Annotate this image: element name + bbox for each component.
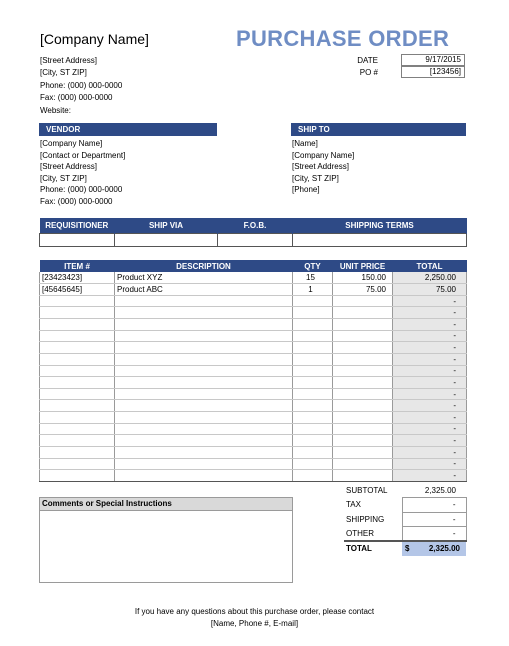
fob-field[interactable] xyxy=(218,233,293,246)
description-cell[interactable] xyxy=(115,400,293,412)
qty-cell[interactable] xyxy=(293,470,333,482)
table-row xyxy=(40,423,467,435)
description-cell[interactable]: Product XYZ xyxy=(115,272,293,284)
description-cell[interactable] xyxy=(115,446,293,458)
unit-price-cell[interactable] xyxy=(333,330,393,342)
qty-cell[interactable] xyxy=(293,435,333,447)
item-number-cell[interactable] xyxy=(40,458,115,470)
vendor-line: Fax: (000) 000-0000 xyxy=(40,196,113,206)
line-total-cell: 75.00 xyxy=(393,284,467,296)
line-total-cell: - xyxy=(393,307,467,319)
item-number-cell[interactable] xyxy=(40,446,115,458)
comments-heading: Comments or Special Instructions xyxy=(39,497,293,511)
requisitioner-field[interactable] xyxy=(40,233,115,246)
address-line: [City, ST ZIP] xyxy=(40,68,87,78)
line-total-cell: - xyxy=(393,458,467,470)
item-number-cell[interactable] xyxy=(40,365,115,377)
subtotal-label: SUBTOTAL xyxy=(346,485,388,495)
description-cell[interactable] xyxy=(115,319,293,331)
subtotal-value: 2,325.00 xyxy=(424,485,456,495)
po-label: PO # xyxy=(359,68,378,77)
description-cell[interactable] xyxy=(115,295,293,307)
table-row xyxy=(40,412,467,424)
qty-cell[interactable] xyxy=(293,307,333,319)
unit-price-cell[interactable] xyxy=(333,400,393,412)
line-total-cell: - xyxy=(393,412,467,424)
table-row xyxy=(40,446,467,458)
line-total-cell: - xyxy=(393,423,467,435)
description-cell[interactable] xyxy=(115,365,293,377)
vendor-line: Phone: (000) 000-0000 xyxy=(40,185,123,195)
table-row xyxy=(40,342,467,354)
shipping-table xyxy=(39,218,467,247)
company-name: [Company Name] xyxy=(40,31,149,47)
description-cell[interactable]: Product ABC xyxy=(115,284,293,296)
qty-cell[interactable] xyxy=(293,295,333,307)
item-number-cell[interactable] xyxy=(40,435,115,447)
ship-via-field[interactable] xyxy=(115,233,218,246)
item-number-cell[interactable] xyxy=(40,307,115,319)
vendor-line: [Street Address] xyxy=(40,162,97,172)
description-cell[interactable] xyxy=(115,435,293,447)
table-row xyxy=(40,365,467,377)
ship-to-heading: SHIP TO xyxy=(291,123,466,136)
item-number-cell[interactable] xyxy=(40,470,115,482)
comments-field[interactable] xyxy=(39,510,293,583)
description-cell[interactable] xyxy=(115,423,293,435)
item-number-cell[interactable]: [23423423] xyxy=(40,272,115,284)
qty-cell[interactable] xyxy=(293,353,333,365)
description-cell[interactable] xyxy=(115,412,293,424)
qty-header: QTY xyxy=(293,260,333,272)
unit-price-cell[interactable] xyxy=(333,423,393,435)
line-total-cell: - xyxy=(393,365,467,377)
item-number-cell[interactable] xyxy=(40,400,115,412)
item-number-cell[interactable] xyxy=(40,295,115,307)
unit-price-cell[interactable] xyxy=(333,295,393,307)
line-total-cell: - xyxy=(393,342,467,354)
line-total-cell: - xyxy=(393,400,467,412)
unit-price-cell[interactable] xyxy=(333,446,393,458)
total-header: TOTAL xyxy=(393,260,467,272)
description-cell[interactable] xyxy=(115,307,293,319)
date-label: DATE xyxy=(357,56,378,65)
vendor-line: [Company Name] xyxy=(40,139,103,148)
description-cell[interactable] xyxy=(115,353,293,365)
item-number-header: ITEM # xyxy=(40,260,115,272)
unit-price-cell[interactable] xyxy=(333,342,393,354)
qty-cell[interactable] xyxy=(293,342,333,354)
unit-price-cell[interactable] xyxy=(333,365,393,377)
qty-cell[interactable] xyxy=(293,388,333,400)
table-row xyxy=(40,400,467,412)
shipping-field[interactable]: - xyxy=(402,512,466,527)
address-line: Phone: (000) 000-0000 xyxy=(40,80,123,90)
item-number-cell[interactable] xyxy=(40,377,115,389)
line-total-cell: - xyxy=(393,353,467,365)
table-row xyxy=(40,435,467,447)
grand-total-amount: 2,325.00 xyxy=(428,544,460,554)
unit-price-cell[interactable] xyxy=(333,412,393,424)
unit-price-cell[interactable] xyxy=(333,435,393,447)
unit-price-cell[interactable] xyxy=(333,319,393,331)
unit-price-cell[interactable]: 75.00 xyxy=(333,284,393,296)
unit-price-cell[interactable] xyxy=(333,388,393,400)
items-table xyxy=(39,260,467,482)
qty-cell[interactable]: 1 xyxy=(293,284,333,296)
qty-cell[interactable] xyxy=(293,423,333,435)
vendor-block xyxy=(40,138,125,208)
table-row xyxy=(40,377,467,389)
unit-price-cell[interactable]: 150.00 xyxy=(333,272,393,284)
unit-price-header: UNIT PRICE xyxy=(333,260,393,272)
ship-to-line: [Company Name] xyxy=(292,150,355,160)
table-row xyxy=(40,353,467,365)
table-row xyxy=(40,284,467,296)
unit-price-cell[interactable] xyxy=(333,470,393,482)
shipping-terms-field[interactable] xyxy=(293,233,467,246)
line-total-cell: - xyxy=(393,377,467,389)
address-line: [Street Address] xyxy=(40,56,97,65)
item-number-cell[interactable] xyxy=(40,342,115,354)
description-cell[interactable] xyxy=(115,330,293,342)
item-number-cell[interactable] xyxy=(40,319,115,331)
line-total-cell: - xyxy=(393,295,467,307)
po-number-field[interactable]: [123456] xyxy=(401,66,465,78)
vendor-line: [City, ST ZIP] xyxy=(40,173,87,183)
qty-cell[interactable] xyxy=(293,319,333,331)
ship-to-block xyxy=(292,138,354,196)
document-title: PURCHASE ORDER xyxy=(236,26,450,51)
address-line: Fax: (000) 000-0000 xyxy=(40,93,113,103)
table-row xyxy=(40,272,467,284)
tax-field[interactable]: - xyxy=(402,498,466,513)
item-number-cell[interactable] xyxy=(40,412,115,424)
unit-price-cell[interactable] xyxy=(333,353,393,365)
description-header: DESCRIPTION xyxy=(115,260,293,272)
qty-cell[interactable] xyxy=(293,458,333,470)
item-number-cell[interactable]: [45645645] xyxy=(40,284,115,296)
ship-via-header: SHIP VIA xyxy=(115,218,218,233)
description-cell[interactable] xyxy=(115,377,293,389)
ship-to-line: [City, ST ZIP] xyxy=(292,173,339,183)
ship-to-line: [Phone] xyxy=(292,185,320,195)
shipping-terms-header: SHIPPING TERMS xyxy=(293,218,467,233)
footer-contact-details: [Name, Phone #, E-mail] xyxy=(210,619,299,628)
date-field[interactable]: 9/17/2015 xyxy=(401,54,465,66)
qty-cell[interactable] xyxy=(293,377,333,389)
unit-price-cell[interactable] xyxy=(333,377,393,389)
other-label: OTHER xyxy=(344,527,402,542)
item-number-cell[interactable] xyxy=(40,423,115,435)
description-cell[interactable] xyxy=(115,388,293,400)
description-cell[interactable] xyxy=(115,342,293,354)
description-cell[interactable] xyxy=(115,470,293,482)
description-cell[interactable] xyxy=(115,458,293,470)
table-row xyxy=(40,319,467,331)
requisitioner-header: REQUISITIONER xyxy=(40,218,115,233)
qty-cell[interactable]: 15 xyxy=(293,272,333,284)
qty-cell[interactable] xyxy=(293,400,333,412)
table-row xyxy=(40,388,467,400)
vendor-heading: VENDOR xyxy=(39,123,217,136)
line-total-cell: - xyxy=(393,470,467,482)
line-total-cell: - xyxy=(393,330,467,342)
line-total-cell: - xyxy=(393,388,467,400)
line-total-cell: - xyxy=(393,319,467,331)
currency-symbol: $ xyxy=(405,544,410,554)
shipping-label: SHIPPING xyxy=(346,514,385,524)
qty-cell[interactable] xyxy=(293,412,333,424)
tax-label: TAX xyxy=(346,500,361,510)
qty-cell[interactable] xyxy=(293,365,333,377)
line-total-cell: - xyxy=(393,435,467,447)
other-field[interactable]: - xyxy=(402,527,466,542)
line-total-cell: 2,250.00 xyxy=(393,272,467,284)
item-number-cell[interactable] xyxy=(40,353,115,365)
address-line: Website: xyxy=(40,105,71,115)
ship-to-line: [Name] xyxy=(292,139,318,148)
total-label: TOTAL xyxy=(346,544,372,554)
grand-total-value xyxy=(402,541,466,556)
qty-cell[interactable] xyxy=(293,446,333,458)
fob-header: F.O.B. xyxy=(218,218,293,233)
unit-price-cell[interactable] xyxy=(333,307,393,319)
table-row xyxy=(40,330,467,342)
unit-price-cell[interactable] xyxy=(333,458,393,470)
table-row xyxy=(40,295,467,307)
company-address xyxy=(40,55,122,117)
qty-cell[interactable] xyxy=(293,330,333,342)
table-row xyxy=(40,307,467,319)
footer-contact-note: If you have any questions about this purchase order, please contact xyxy=(134,607,375,616)
table-row xyxy=(40,470,467,482)
vendor-line: [Contact or Department] xyxy=(40,150,126,160)
item-number-cell[interactable] xyxy=(40,388,115,400)
item-number-cell[interactable] xyxy=(40,330,115,342)
ship-to-line: [Street Address] xyxy=(292,162,349,172)
totals-table xyxy=(344,483,467,556)
table-row xyxy=(40,458,467,470)
line-total-cell: - xyxy=(393,446,467,458)
